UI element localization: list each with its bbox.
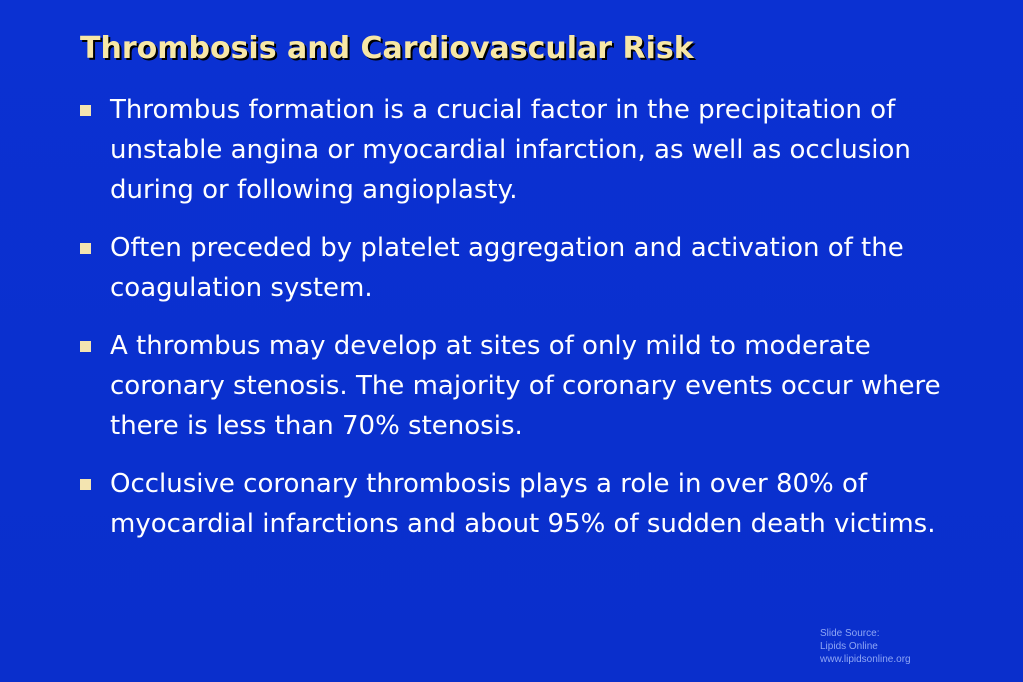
bullet-item (78, 464, 958, 544)
square-bullet-icon (80, 341, 91, 352)
bullet-text: Occlusive coronary thrombosis plays a role in over 80% of myocardial infarctions and about 95% of sudden death victims. (110, 469, 936, 539)
slide-source (820, 627, 911, 666)
slide-title: Thrombosis and Cardiovascular Risk (80, 31, 694, 66)
square-bullet-icon (80, 479, 91, 490)
source-url: www.lipidsonline.org (820, 654, 911, 665)
square-bullet-icon (80, 243, 91, 254)
bullet-item (78, 90, 958, 210)
square-bullet-icon (80, 105, 91, 116)
bullet-item (78, 228, 958, 308)
bullet-item (78, 326, 958, 446)
bullet-text: A thrombus may develop at sites of only mild to moderate coronary stenosis. The majority of coronary events occur where there is less than 70% stenosis. (110, 331, 941, 441)
bullet-text: Often preceded by platelet aggregation and activation of the coagulation system. (110, 233, 904, 303)
source-label: Slide Source: (820, 628, 880, 639)
bullet-text: Thrombus formation is a crucial factor in the precipitation of unstable angina or myocardial infarction, as well as occlusion during or following angioplasty. (110, 95, 911, 205)
bullet-list (78, 90, 958, 562)
source-name: Lipids Online (820, 641, 878, 652)
